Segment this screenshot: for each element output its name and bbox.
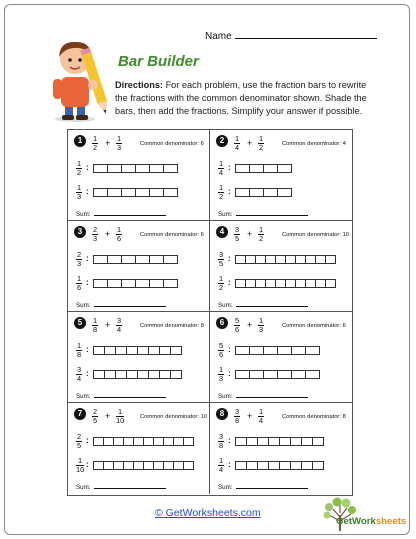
common-denominator-label: Common denominator: 10 [140, 414, 208, 420]
fraction-b [258, 135, 264, 152]
sum-field[interactable] [76, 301, 166, 309]
sum-answer-line [94, 392, 166, 398]
fraction-a [92, 226, 98, 243]
fraction-bar-b [236, 188, 292, 197]
row-fraction-a [76, 160, 82, 177]
fraction-bar-segment[interactable] [149, 279, 164, 288]
worksheet-page [4, 4, 410, 535]
numerator: 1 [218, 274, 224, 283]
sum-label: Sum: [76, 484, 91, 491]
numerator: 1 [218, 456, 224, 465]
problem-cell-3 [68, 221, 210, 312]
denominator: 4 [218, 168, 224, 177]
sum-answer-line [236, 483, 308, 489]
fraction-bar-segment[interactable] [235, 188, 250, 197]
fraction-bar-a [94, 437, 194, 446]
fraction-bar-segment[interactable] [135, 188, 150, 197]
sum-field[interactable] [218, 392, 308, 400]
denominator: 5 [234, 234, 240, 243]
colon: : [86, 254, 89, 263]
name-underline [235, 29, 377, 39]
fraction-bar-b [236, 279, 336, 288]
numerator: 3 [76, 365, 82, 374]
fraction-a [92, 135, 98, 152]
fraction-bar-segment[interactable] [121, 188, 136, 197]
fraction-bar-segment[interactable] [149, 255, 164, 264]
fraction-bar-segment[interactable] [163, 188, 178, 197]
fraction-b [116, 317, 122, 334]
sum-label: Sum: [76, 211, 91, 218]
denominator: 4 [218, 465, 224, 474]
numerator: 2 [92, 225, 98, 234]
numerator: 3 [218, 250, 224, 259]
denominator: 6 [218, 350, 224, 359]
numerator: 3 [234, 407, 240, 416]
denominator: 4 [76, 374, 82, 383]
fraction-bar-segment[interactable] [121, 255, 136, 264]
fraction-b [116, 226, 122, 243]
fraction-bar-a [94, 346, 182, 355]
fraction-bar-a [94, 255, 178, 264]
denominator: 3 [218, 374, 224, 383]
numerator: 1 [234, 134, 240, 143]
common-denominator-label: Common denominator: 6 [140, 232, 204, 238]
colon: : [86, 369, 89, 378]
fraction-bar-segment[interactable] [163, 279, 178, 288]
denominator: 3 [76, 259, 82, 268]
problem-cell-8 [210, 403, 352, 494]
problem-number: 5 [74, 317, 86, 329]
fraction-bar-segment[interactable] [277, 188, 292, 197]
colon: : [228, 254, 231, 263]
problem-cell-2 [210, 130, 352, 221]
denominator: 8 [92, 325, 98, 334]
problem-number: 3 [74, 226, 86, 238]
numerator: 1 [76, 274, 82, 283]
fraction-bar-segment[interactable] [93, 255, 108, 264]
fraction-b [258, 408, 264, 425]
denominator: 3 [92, 234, 98, 243]
fraction-bar-segment[interactable] [249, 164, 264, 173]
problem-number: 4 [216, 226, 228, 238]
plus-sign: + [247, 411, 253, 421]
colon: : [228, 345, 231, 354]
colon: : [86, 163, 89, 172]
denominator: 2 [92, 143, 98, 152]
fraction-bar-segment[interactable] [107, 164, 122, 173]
fraction-b [116, 135, 122, 152]
numerator: 1 [78, 456, 83, 465]
numerator: 1 [218, 159, 224, 168]
fraction-bar-segment[interactable] [135, 164, 150, 173]
colon: : [86, 278, 89, 287]
numerator: 1 [116, 134, 122, 143]
sum-field[interactable] [76, 210, 166, 218]
denominator: 2 [76, 168, 82, 177]
fraction-bar-b [94, 461, 194, 470]
denominator: 5 [92, 416, 98, 425]
denominator: 2 [218, 283, 224, 292]
denominator: 5 [76, 441, 82, 450]
fraction-bar-segment[interactable] [312, 437, 324, 446]
denominator: 4 [258, 416, 264, 425]
fraction-bar-segment[interactable] [121, 279, 136, 288]
sum-answer-line [236, 392, 308, 398]
fraction-bar-segment[interactable] [183, 437, 194, 446]
common-denominator-label: Common denominator: 6 [282, 323, 346, 329]
fraction-bar-segment[interactable] [277, 164, 292, 173]
fraction-bar-segment[interactable] [263, 188, 278, 197]
row-fraction-b [76, 366, 82, 383]
numerator: 1 [218, 183, 224, 192]
row-fraction-b [218, 457, 224, 474]
sum-field[interactable] [76, 392, 166, 400]
fraction-b [258, 226, 264, 243]
fraction-bar-segment[interactable] [277, 346, 292, 355]
denominator: 3 [76, 192, 82, 201]
problem-cell-6 [210, 312, 352, 403]
fraction-b [116, 408, 124, 425]
sum-answer-line [94, 301, 166, 307]
sum-field[interactable] [76, 483, 166, 491]
directions-text [115, 79, 375, 118]
numerator: 1 [258, 134, 264, 143]
sum-field[interactable] [218, 483, 308, 491]
directions-label: Directions: [115, 80, 163, 90]
fraction-bar-a [236, 164, 292, 173]
fraction-bar-segment[interactable] [107, 188, 122, 197]
numerator: 1 [76, 183, 82, 192]
colon: : [228, 278, 231, 287]
fraction-bar-a [236, 346, 320, 355]
fraction-b [258, 317, 264, 334]
plus-sign: + [105, 411, 111, 421]
sum-label: Sum: [218, 484, 233, 491]
denominator: 3 [116, 143, 122, 152]
fraction-bar-b [236, 370, 320, 379]
fraction-bar-segment[interactable] [93, 188, 108, 197]
fraction-bar-segment[interactable] [305, 346, 320, 355]
problem-cell-7 [68, 403, 210, 494]
fraction-bar-segment[interactable] [163, 164, 178, 173]
sum-label: Sum: [218, 211, 233, 218]
plus-sign: + [247, 320, 253, 330]
colon: : [228, 187, 231, 196]
fraction-bar-segment[interactable] [277, 370, 292, 379]
denominator: 2 [218, 192, 224, 201]
sum-field[interactable] [218, 210, 308, 218]
denominator: 10 [116, 416, 125, 425]
fraction-bar-segment[interactable] [263, 164, 278, 173]
fraction-bar-segment[interactable] [249, 370, 264, 379]
numerator: 3 [218, 432, 224, 441]
problem-number: 2 [216, 135, 228, 147]
row-fraction-a [76, 433, 82, 450]
numerator: 2 [76, 432, 82, 441]
sum-label: Sum: [76, 302, 91, 309]
link-text: GetWorksheets.com [165, 507, 261, 519]
fraction-bar-segment[interactable] [325, 255, 336, 264]
fraction-bar-segment[interactable] [121, 164, 136, 173]
common-denominator-label: Common denominator: 4 [282, 141, 346, 147]
row-fraction-b [218, 366, 224, 383]
fraction-bar-b [94, 370, 182, 379]
denominator: 5 [218, 259, 224, 268]
numerator: 3 [234, 225, 240, 234]
fraction-bar-a [94, 164, 178, 173]
sum-label: Sum: [76, 393, 91, 400]
denominator: 8 [234, 416, 240, 425]
denominator: 4 [116, 325, 122, 334]
denominator: 2 [258, 234, 264, 243]
denominator: 4 [234, 143, 240, 152]
fraction-bar-segment[interactable] [93, 164, 108, 173]
denominator: 6 [234, 325, 240, 334]
logo-wordmark [336, 516, 406, 527]
row-fraction-a [218, 251, 224, 268]
fraction-bar-a [236, 255, 336, 264]
numerator: 1 [258, 316, 264, 325]
plus-sign: + [247, 138, 253, 148]
row-fraction-b [76, 184, 82, 201]
row-fraction-b [218, 275, 224, 292]
sum-label: Sum: [218, 393, 233, 400]
row-fraction-a [76, 251, 82, 268]
denominator: 6 [116, 234, 122, 243]
boy-with-pencil-illustration [45, 33, 115, 123]
colon: : [86, 436, 89, 445]
common-denominator-label: Common denominator: 8 [282, 414, 346, 420]
sum-answer-line [94, 210, 166, 216]
fraction-bar-segment[interactable] [263, 370, 278, 379]
row-fraction-b [76, 275, 82, 292]
problem-cell-1 [68, 130, 210, 221]
plus-sign: + [105, 320, 111, 330]
fraction-bar-segment[interactable] [291, 346, 306, 355]
denominator: 10 [76, 465, 85, 474]
getworksheets-logo [315, 491, 405, 535]
problem-number: 7 [74, 408, 86, 420]
row-fraction-b [76, 457, 84, 474]
numerator: 1 [76, 341, 82, 350]
problem-cell-5 [68, 312, 210, 403]
name-field[interactable] [205, 29, 377, 42]
row-fraction-a [76, 342, 82, 359]
numerator: 5 [218, 341, 224, 350]
fraction-bar-segment[interactable] [93, 279, 108, 288]
sum-answer-line [94, 483, 166, 489]
sum-label: Sum: [218, 302, 233, 309]
fraction-bar-segment[interactable] [170, 370, 182, 379]
fraction-a [234, 317, 240, 334]
worksheet-title: Bar Builder [118, 53, 199, 70]
sum-answer-line [236, 210, 308, 216]
colon: : [228, 163, 231, 172]
fraction-bar-segment[interactable] [135, 279, 150, 288]
colon: : [86, 187, 89, 196]
problem-number: 1 [74, 135, 86, 147]
numerator: 1 [118, 407, 123, 416]
numerator: 1 [116, 225, 122, 234]
numerator: 2 [76, 250, 82, 259]
colon: : [228, 436, 231, 445]
colon: : [86, 460, 89, 469]
fraction-bar-segment[interactable] [291, 370, 306, 379]
fraction-bar-segment[interactable] [163, 255, 178, 264]
getworksheets-link[interactable] [155, 507, 261, 519]
fraction-bar-segment[interactable] [235, 164, 250, 173]
fraction-bar-a [236, 437, 324, 446]
numerator: 1 [92, 316, 98, 325]
fraction-bar-segment[interactable] [235, 370, 250, 379]
fraction-bar-segment[interactable] [183, 461, 194, 470]
numerator: 1 [258, 407, 264, 416]
fraction-bar-segment[interactable] [263, 346, 278, 355]
plus-sign: + [247, 229, 253, 239]
fraction-bar-segment[interactable] [107, 279, 122, 288]
fraction-bar-segment[interactable] [249, 188, 264, 197]
row-fraction-a [218, 160, 224, 177]
fraction-bar-segment[interactable] [170, 346, 182, 355]
denominator: 2 [258, 143, 264, 152]
fraction-bar-segment[interactable] [312, 461, 324, 470]
denominator: 8 [218, 441, 224, 450]
colon: : [228, 460, 231, 469]
common-denominator-label: Common denominator: 6 [140, 141, 204, 147]
plus-sign: + [105, 229, 111, 239]
sum-answer-line [236, 301, 308, 307]
problem-number: 6 [216, 317, 228, 329]
row-fraction-a [218, 342, 224, 359]
problem-cell-4 [210, 221, 352, 312]
colon: : [228, 369, 231, 378]
denominator: 3 [258, 325, 264, 334]
problem-grid [67, 129, 353, 496]
common-denominator-label: Common denominator: 10 [282, 232, 350, 238]
fraction-bar-b [94, 279, 178, 288]
row-fraction-a [218, 433, 224, 450]
row-fraction-b [218, 184, 224, 201]
fraction-a [92, 317, 98, 334]
logo-word-accent: sheets [375, 516, 407, 527]
numerator: 1 [258, 225, 264, 234]
fraction-bar-b [94, 188, 178, 197]
fraction-bar-segment[interactable] [149, 164, 164, 173]
fraction-bar-segment[interactable] [325, 279, 336, 288]
fraction-bar-segment[interactable] [135, 255, 150, 264]
denominator: 6 [76, 283, 82, 292]
plus-sign: + [105, 138, 111, 148]
numerator: 1 [92, 134, 98, 143]
numerator: 1 [218, 365, 224, 374]
fraction-a [92, 408, 98, 425]
numerator: 3 [116, 316, 122, 325]
fraction-a [234, 135, 240, 152]
logo-word-main: GetWork [336, 516, 376, 527]
fraction-bar-segment[interactable] [249, 346, 264, 355]
directions-body: For each problem, use the fraction bars to rewrite the fractions with the common denominator shown. Shade the bars, then add the fractions. Simplify your answer if possible. [115, 80, 367, 116]
numerator: 5 [234, 316, 240, 325]
fraction-bar-segment[interactable] [149, 188, 164, 197]
colon: : [86, 345, 89, 354]
common-denominator-label: Common denominator: 8 [140, 323, 204, 329]
fraction-a [234, 408, 240, 425]
fraction-a [234, 226, 240, 243]
fraction-bar-b [236, 461, 324, 470]
numerator: 1 [76, 159, 82, 168]
fraction-bar-segment[interactable] [107, 255, 122, 264]
problem-number: 8 [216, 408, 228, 420]
denominator: 8 [76, 350, 82, 359]
numerator: 2 [92, 407, 98, 416]
copyright-icon: © [155, 507, 163, 519]
fraction-bar-segment[interactable] [235, 346, 250, 355]
name-label: Name [205, 31, 232, 42]
fraction-bar-segment[interactable] [305, 370, 320, 379]
sum-field[interactable] [218, 301, 308, 309]
